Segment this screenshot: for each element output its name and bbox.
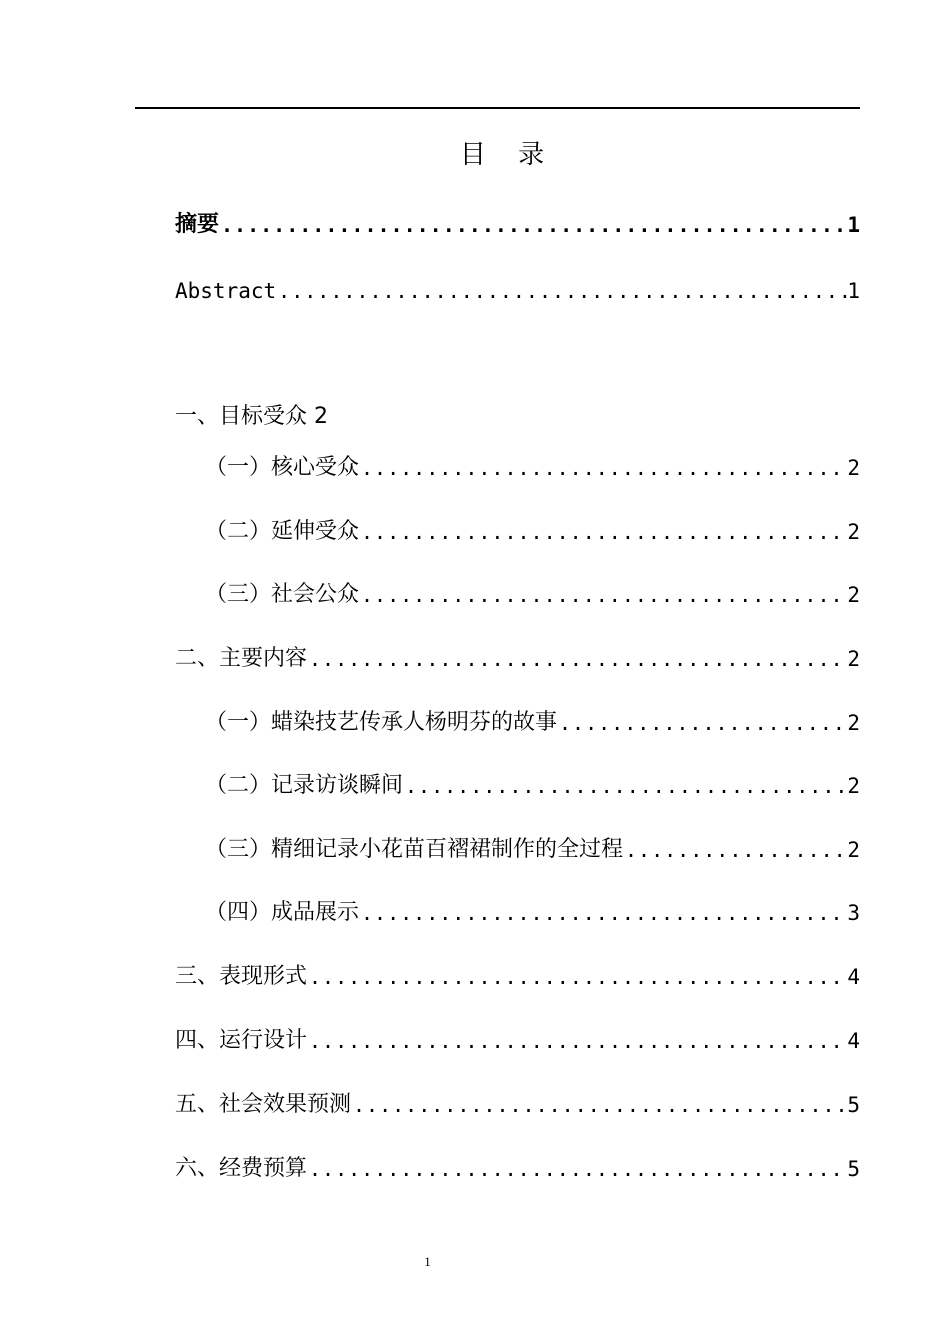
toc-leader-dots: [307, 642, 847, 676]
toc-entry-page: 4: [847, 965, 860, 989]
toc-entry-2-1[interactable]: [205, 706, 860, 740]
toc-leader-dots: [307, 1024, 847, 1058]
page-number: 1: [424, 1254, 431, 1269]
toc-entry-section-4[interactable]: [175, 1024, 860, 1058]
toc-entry-section-3[interactable]: [175, 960, 860, 994]
toc-entry-abstract-en[interactable]: [175, 274, 860, 308]
toc-entry-page: 4: [847, 1029, 860, 1053]
toc-entry-label: 摘要: [175, 212, 220, 237]
toc-leader-dots: [359, 451, 847, 485]
toc-entry-page: 2: [847, 520, 860, 544]
toc-entry-2-3[interactable]: [205, 833, 860, 867]
toc-entry-section-5[interactable]: [175, 1088, 860, 1122]
toc-entry-2-2[interactable]: [205, 769, 860, 803]
toc-entry-1-2[interactable]: [205, 515, 860, 549]
toc-leader-dots: [307, 1152, 847, 1186]
toc-entry-label: （一）核心受众: [205, 455, 360, 480]
toc-leader-dots: [359, 896, 847, 930]
toc-entry-abstract-cn[interactable]: [175, 208, 860, 242]
toc-leader-dots: [219, 208, 847, 242]
toc-entry-page: 5: [847, 1157, 860, 1181]
toc-entry-label: 四、运行设计: [175, 1028, 308, 1053]
toc-entry-page: 2: [847, 838, 860, 862]
toc-entry-page: 2: [847, 456, 860, 480]
toc-entry-page: 3: [847, 901, 860, 925]
toc-leader-dots: [623, 833, 847, 867]
toc-entry-page: 5: [847, 1093, 860, 1117]
toc-entry-label: 六、经费预算: [175, 1156, 308, 1181]
toc-entry-page: 2: [847, 583, 860, 607]
toc-entry-label: （三）精细记录小花苗百褶裙制作的全过程: [205, 837, 624, 862]
toc-entry-label: （二）延伸受众: [205, 519, 360, 544]
toc-leader-dots: [276, 274, 847, 308]
toc-entry-section-2[interactable]: [175, 642, 860, 676]
toc-leader-dots: [307, 960, 847, 994]
toc-entry-page: 1: [847, 213, 860, 237]
toc-leader-dots: [351, 1088, 847, 1122]
toc-leader-dots: [557, 706, 847, 740]
toc-entry-2-4[interactable]: [205, 896, 860, 930]
toc-entry-1-3[interactable]: [205, 578, 860, 612]
toc-entry-section-1[interactable]: [175, 400, 860, 434]
toc-entry-label: 二、主要内容: [175, 646, 308, 671]
toc-entry-page: 1: [847, 279, 860, 303]
toc-leader-dots: [359, 578, 847, 612]
toc-leader-dots: [359, 515, 847, 549]
toc-entry-page: 2: [847, 774, 860, 798]
toc-entry-section-6[interactable]: [175, 1152, 860, 1186]
toc-entry-label: （三）社会公众: [205, 582, 360, 607]
toc-entry-label: （二）记录访谈瞬间: [205, 773, 404, 798]
toc-title: 目 录: [459, 140, 557, 170]
toc-entry-page: 2: [847, 647, 860, 671]
toc-entry-label: 三、表现形式: [175, 964, 308, 989]
toc-entry-label: （四）成品展示: [205, 900, 360, 925]
toc-leader-dots: [403, 769, 847, 803]
header-rule: [135, 107, 860, 109]
toc-entry-label: （一）蜡染技艺传承人杨明芬的故事: [205, 710, 558, 735]
toc-entry-label: 五、社会效果预测: [175, 1092, 352, 1117]
toc-entry-label: Abstract: [175, 279, 277, 303]
toc-entry-1-1[interactable]: [205, 451, 860, 485]
toc-entry-label: 一、目标受众 2: [175, 404, 328, 429]
toc-entry-page: 2: [847, 711, 860, 735]
